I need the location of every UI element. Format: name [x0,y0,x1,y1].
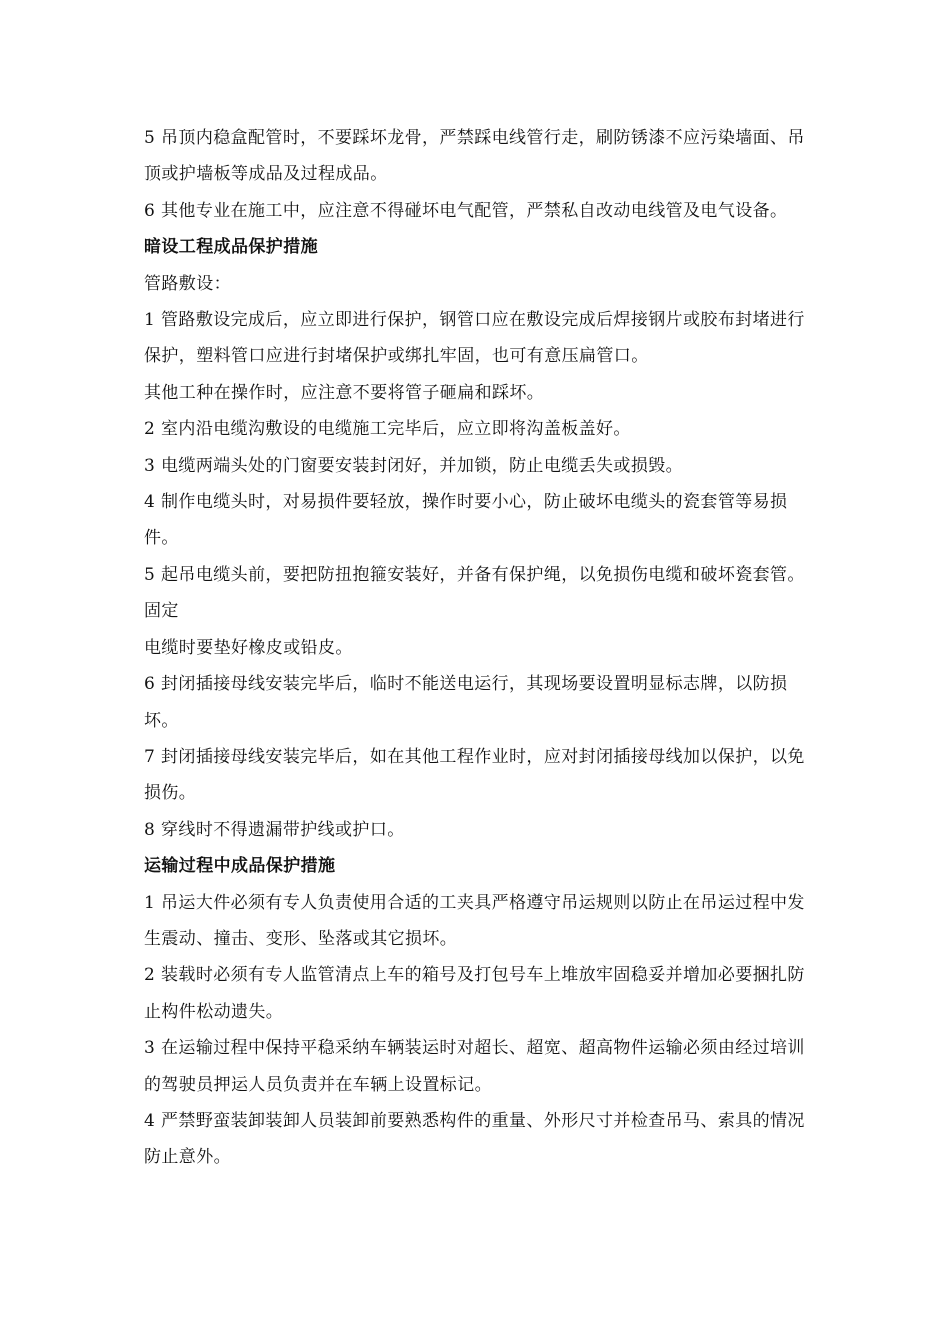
document-body [144,120,812,1176]
section-heading: 运输过程中成品保护措施 [144,856,336,877]
paragraph: 4 严禁野蛮装卸装卸人员装卸前要熟悉构件的重量、外形尺寸并检查吊马、索具的情况防止意外。 [144,1110,805,1168]
paragraph: 1 吊运大件必须有专人负责使用合适的工夹具严格遵守吊运规则以防止在吊运过程中发生震动、撞击、变形、坠落或其它损坏。 [144,892,805,949]
paragraph: 1 管路敷设完成后，应立即进行保护，钢管口应在敷设完成后焊接钢片或胶布封堵进行保护，塑料管口应进行封堵保护或绑扎牢固，也可有意压扁管口。 [144,310,805,367]
paragraph: 7 封闭插接母线安装完毕后，如在其他工程作业时，应对封闭插接母线加以保护，以免损伤。 [144,746,805,804]
paragraph: 管路敷设： [144,273,231,294]
paragraph: 电缆时要垫好橡皮或铅皮。 [144,637,353,658]
paragraph: 2 室内沿电缆沟敷设的电缆施工完毕后，应立即将沟盖板盖好。 [144,419,631,440]
paragraph: 6 其他专业在施工中，应注意不得碰坏电气配管，严禁私自改动电线管及电气设备。 [144,200,788,221]
paragraph: 8 穿线时不得遗漏带护线或护口。 [144,819,405,840]
section-heading: 暗设工程成品保护措施 [144,237,318,258]
paragraph: 3 在运输过程中保持平稳采纳车辆装运时对超长、超宽、超高物件运输必须由经过培训的驾驶员押运人员负责并在车辆上设置标记。 [144,1038,805,1095]
paragraph: 3 电缆两端头处的门窗要安装封闭好，并加锁，防止电缆丢失或损毁。 [144,455,684,476]
paragraph: 其他工种在操作时，应注意不要将管子砸扁和踩坏。 [144,382,545,403]
paragraph: 5 起吊电缆头前，要把防扭抱箍安装好，并备有保护绳，以免损伤电缆和破坏瓷套管。固定 [144,564,805,622]
paragraph: 4 制作电缆头时，对易损件要轻放，操作时要小心，防止破坏电缆头的瓷套管等易损件。 [144,492,788,549]
paragraph: 5 吊顶内稳盒配管时，不要踩坏龙骨，严禁踩电线管行走，刷防锈漆不应污染墙面、吊顶或护墙板等成品及过程成品。 [144,128,805,185]
paragraph: 2 装载时必须有专人监管清点上车的箱号及打包号车上堆放牢固稳妥并增加必要捆扎防止构件松动遗失。 [144,965,805,1022]
paragraph: 6 封闭插接母线安装完毕后，临时不能送电运行，其现场要设置明显标志牌，以防损坏。 [144,674,788,731]
